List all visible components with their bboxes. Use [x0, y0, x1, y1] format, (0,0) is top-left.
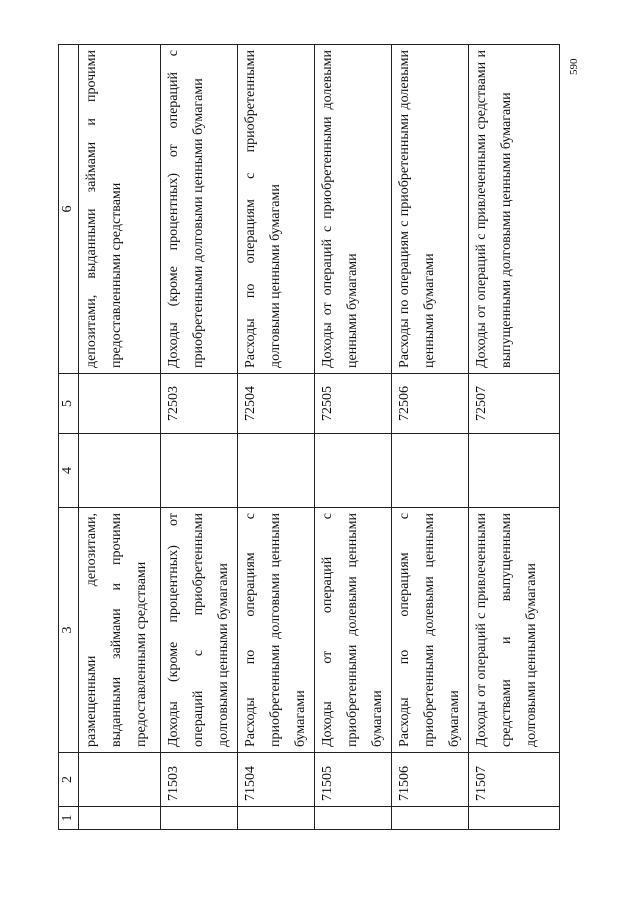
cell-account-name: Расходы по операциям с приобретенными долговыми ценными бумагами	[238, 508, 315, 753]
cell-col-4	[392, 434, 469, 508]
table-row	[161, 45, 238, 830]
header-col-2: 2	[59, 753, 79, 807]
cell-col-1	[469, 807, 560, 830]
cell-new-account-name: депозитами, выданными займами и прочими предоставленными средствами	[79, 45, 161, 374]
table-row	[79, 45, 161, 830]
cell-new-account-name: Расходы по операциям с приобретенными долевыми ценными бумагами	[392, 45, 469, 374]
cell-col-4	[161, 434, 238, 508]
table-header-row	[59, 45, 79, 830]
cell-col-1	[161, 807, 238, 830]
header-col-3: 3	[59, 508, 79, 753]
table-row	[238, 45, 315, 830]
table-row	[315, 45, 392, 830]
cell-col-1	[315, 807, 392, 830]
cell-account-code: 71504	[238, 753, 315, 807]
table-row	[469, 45, 560, 830]
cell-col-4	[238, 434, 315, 508]
table-row	[392, 45, 469, 830]
header-col-5: 5	[59, 374, 79, 434]
cell-new-account-code: 72504	[238, 374, 315, 434]
cell-account-code: 71507	[469, 753, 560, 807]
cell-new-account-name: Доходы (кроме процентных) от операций с приобретенными долговыми ценными бумагами	[161, 45, 238, 374]
cell-new-account-code: 72507	[469, 374, 560, 434]
cell-new-account-name: Доходы от операций с приобретенными долевыми ценными бумагами	[315, 45, 392, 374]
cell-new-account-code: 72505	[315, 374, 392, 434]
cell-account-name: Доходы (кроме процентных) от операций с приобретенными долговыми ценными бумагами	[161, 508, 238, 753]
cell-col-1	[238, 807, 315, 830]
cell-col-4	[469, 434, 560, 508]
header-col-6: 6	[59, 45, 79, 374]
cell-account-code: 71506	[392, 753, 469, 807]
cell-new-account-name: Доходы от операций с привлеченными средствами и выпущенными долговыми ценными бумагами	[469, 45, 560, 374]
cell-account-name: Доходы от операций с привлеченными средствами и выпущенными долговыми ценными бумагами	[469, 508, 560, 753]
page-number: 590	[568, 58, 580, 76]
header-col-1: 1	[59, 807, 79, 830]
cell-account-name: размещенными депозитами, выданными займами и прочими предоставленными средствами	[79, 508, 161, 753]
account-correspondence-table	[58, 44, 560, 830]
cell-new-account-code	[79, 374, 161, 434]
cell-account-code: 71505	[315, 753, 392, 807]
cell-col-1	[79, 807, 161, 830]
cell-new-account-code: 72503	[161, 374, 238, 434]
cell-new-account-name: Расходы по операциям с приобретенными долговыми ценными бумагами	[238, 45, 315, 374]
rotated-table-area	[58, 45, 560, 830]
cell-new-account-code: 72506	[392, 374, 469, 434]
cell-account-code: 71503	[161, 753, 238, 807]
header-col-4: 4	[59, 434, 79, 508]
cell-account-name: Расходы по операциям с приобретенными долевыми ценными бумагами	[392, 508, 469, 753]
cell-col-4	[79, 434, 161, 508]
cell-account-name: Доходы от операций с приобретенными долевыми ценными бумагами	[315, 508, 392, 753]
cell-col-4	[315, 434, 392, 508]
cell-col-1	[392, 807, 469, 830]
cell-account-code	[79, 753, 161, 807]
